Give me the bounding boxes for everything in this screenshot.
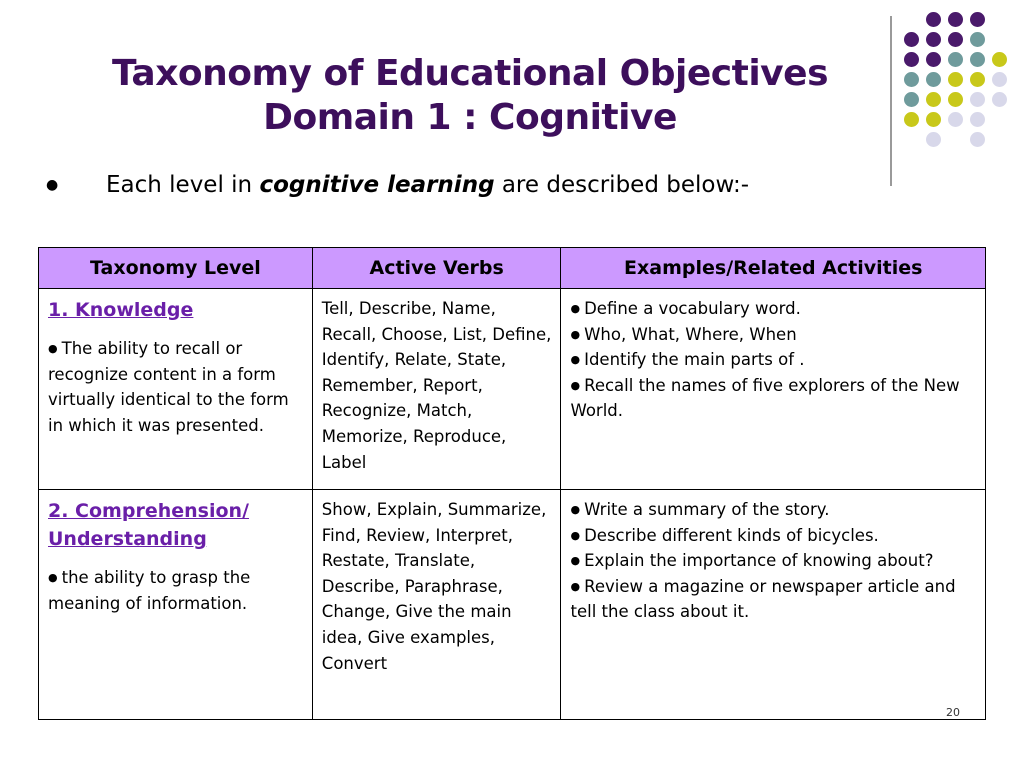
decorative-dot: [926, 72, 941, 87]
verbs-cell: Tell, Describe, Name, Recall, Choose, List, Define, Identify, Relate, State, Remember, Report, Recognize, Match, Memorize, Reproduce, Label: [312, 289, 561, 490]
bullet-icon: ●: [570, 327, 581, 341]
bullet-icon: ●: [570, 302, 581, 315]
decorative-dot: [926, 132, 941, 147]
decorative-dot: [992, 92, 1007, 107]
taxonomy-table: [38, 247, 986, 720]
example-item: [570, 548, 976, 574]
bullet-icon: ●: [570, 554, 581, 568]
decorative-dot: [926, 12, 941, 27]
page-number: 20: [946, 706, 960, 719]
title-line-1: Taxonomy of Educational Objectives: [112, 53, 828, 94]
header-taxonomy-level: Taxonomy Level: [39, 248, 313, 289]
header-examples: Examples/Related Activities: [561, 248, 986, 289]
decorative-dot: [948, 92, 963, 107]
intro-suffix: are described below:-: [494, 172, 750, 198]
bullet-icon: ●: [48, 571, 58, 584]
decorative-dot: [926, 112, 941, 127]
example-item: [570, 322, 976, 348]
table-row: [39, 289, 986, 490]
example-text: Who, What, Where, When: [584, 324, 797, 344]
intro-emphasis: cognitive learning: [259, 172, 495, 198]
verbs-cell: Show, Explain, Summarize, Find, Review, Interpret, Restate, Translate, Describe, Paraphrase, Change, Give the main idea, Give examples, Convert: [312, 490, 561, 720]
description-text: the ability to grasp the meaning of information.: [48, 568, 251, 613]
decorative-dot: [970, 112, 985, 127]
bullet-icon: ●: [570, 503, 581, 516]
example-item: [570, 296, 976, 322]
example-text: Describe different kinds of bicycles.: [584, 525, 879, 545]
example-item: [570, 574, 976, 625]
table-header-row: [39, 248, 986, 289]
decorative-dot: [948, 112, 963, 127]
title-line-2: Domain 1 : Cognitive: [263, 97, 677, 138]
decorative-dot: [904, 52, 919, 67]
intro-bullet: [46, 170, 749, 200]
bullet-icon: ●: [570, 378, 581, 392]
level-description: [48, 336, 303, 438]
intro-prefix: Each level in: [106, 172, 260, 198]
table-row: [39, 490, 986, 720]
bullet-icon: ●: [46, 177, 59, 193]
decorative-dot: [970, 132, 985, 147]
example-text: Explain the importance of knowing about?: [584, 551, 934, 571]
examples-cell: [561, 289, 986, 490]
vertical-divider: [890, 16, 892, 186]
decorative-dot: [970, 92, 985, 107]
examples-cell: [561, 490, 986, 720]
description-text: The ability to recall or recognize content in a form virtually identical to the form in which it was presented.: [48, 339, 289, 435]
decorative-dot: [992, 52, 1007, 67]
example-text: Define a vocabulary word.: [584, 299, 801, 318]
level-cell: [39, 289, 313, 490]
decorative-dot-grid: [904, 12, 1014, 172]
example-item: [570, 347, 976, 373]
level-cell: [39, 490, 313, 720]
bullet-icon: ●: [570, 528, 581, 542]
decorative-dot: [970, 72, 985, 87]
decorative-dot: [992, 72, 1007, 87]
decorative-dot: [904, 112, 919, 127]
example-item: [570, 523, 976, 549]
level-link-comprehension[interactable]: 2. Comprehension/ Understanding: [48, 500, 249, 550]
level-description: [48, 565, 303, 616]
bullet-icon: ●: [570, 353, 581, 367]
decorative-dot: [948, 72, 963, 87]
slide-title: [40, 52, 900, 140]
example-item: [570, 497, 976, 523]
decorative-dot: [904, 92, 919, 107]
decorative-dot: [948, 12, 963, 27]
decorative-dot: [926, 92, 941, 107]
decorative-dot: [904, 72, 919, 87]
example-text: Review a magazine or newspaper article and tell the class about it.: [570, 576, 956, 622]
bullet-icon: ●: [570, 579, 581, 593]
example-text: Recall the names of five explorers of the New World.: [570, 375, 960, 421]
bullet-icon: ●: [48, 342, 58, 355]
example-text: Write a summary of the story.: [584, 500, 830, 519]
decorative-dot: [904, 32, 919, 47]
level-link-knowledge[interactable]: 1. Knowledge: [48, 299, 194, 321]
decorative-dot: [970, 52, 985, 67]
example-item: [570, 373, 976, 424]
decorative-dot: [970, 32, 985, 47]
decorative-dot: [970, 12, 985, 27]
decorative-dot: [948, 32, 963, 47]
decorative-dot: [948, 52, 963, 67]
decorative-dot: [926, 52, 941, 67]
example-text: Identify the main parts of .: [584, 350, 805, 370]
header-active-verbs: Active Verbs: [312, 248, 561, 289]
decorative-dot: [926, 32, 941, 47]
